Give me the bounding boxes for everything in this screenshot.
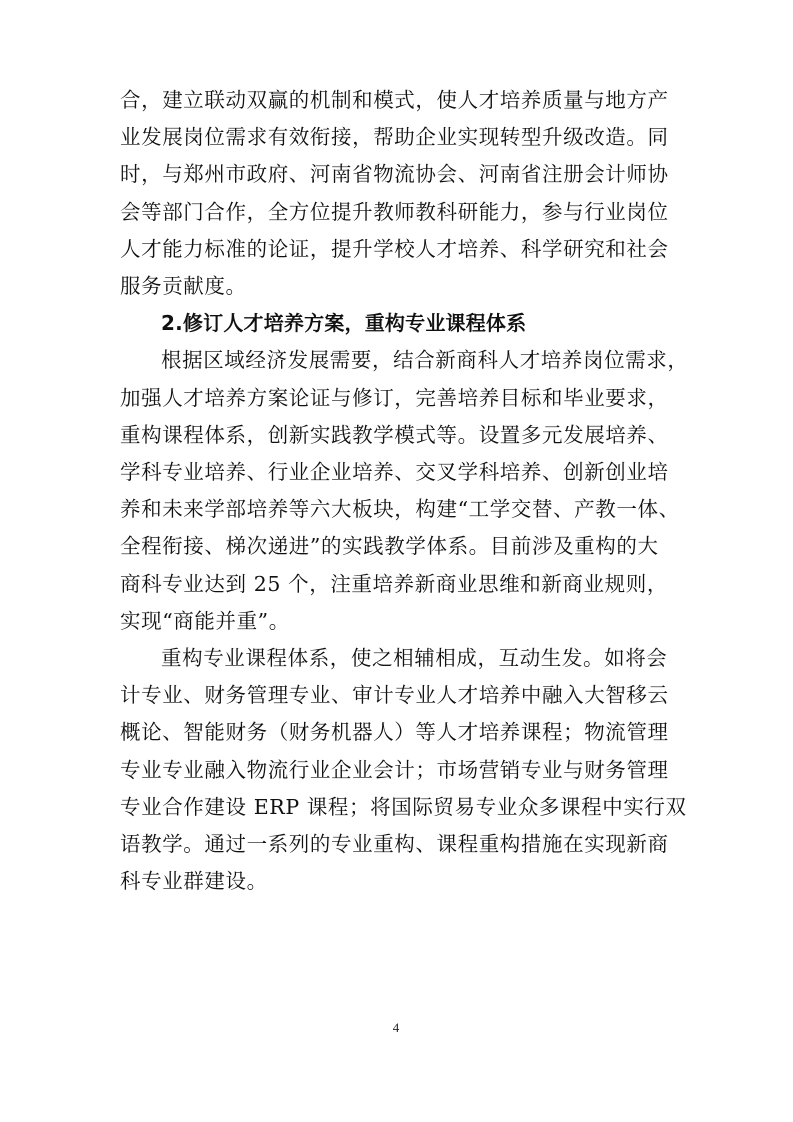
paragraph-1-line-1: 合，建立联动双赢的机制和模式，使人才培养质量与地方产 bbox=[120, 88, 669, 112]
page-number: 4 bbox=[392, 1020, 400, 1035]
paragraph-2-line-3: 重构课程体系，创新实践教学模式等。设置多元发展培养、 bbox=[120, 423, 669, 447]
paragraph-1-line-2: 业发展岗位需求有效衔接，帮助企业实现转型升级改造。同 bbox=[120, 125, 669, 149]
paragraph-1-line-4: 会等部门合作，全方位提升教师教科研能力，参与行业岗位 bbox=[120, 200, 669, 224]
paragraph-1-line-3: 时，与郑州市政府、河南省物流协会、河南省注册会计师协 bbox=[120, 162, 669, 186]
paragraph-2-line-5: 养和未来学部培养等六大板块，构建“工学交替、产教一体、 bbox=[120, 497, 680, 521]
paragraph-3-line-3: 概论、智能财务（财务机器人）等人才培养课程；物流管理 bbox=[120, 720, 669, 744]
paragraph-2-line-8: 实现“商能并重”。 bbox=[120, 609, 290, 633]
paragraph-3-line-5: 专业合作建设 ERP 课程；将国际贸易专业众多课程中实行双 bbox=[120, 795, 687, 819]
paragraph-3-line-4: 专业专业融入物流行业企业会计；市场营销专业与财务管理 bbox=[120, 758, 669, 782]
paragraph-2-line-7: 商科专业达到 25 个，注重培养新商业思维和新商业规则， bbox=[120, 572, 668, 596]
paragraph-1-line-5: 人才能力标准的论证，提升学校人才培养、科学研究和社会 bbox=[120, 237, 669, 261]
paragraph-3-line-6: 语教学。通过一系列的专业重构、课程重构措施在实现新商 bbox=[120, 832, 669, 856]
paragraph-1-line-6: 服务贡献度。 bbox=[120, 274, 247, 298]
paragraph-3-line-7: 科专业群建设。 bbox=[120, 869, 268, 893]
paragraph-2-line-1: 根据区域经济发展需要，结合新商科人才培养岗位需求， bbox=[161, 348, 689, 372]
paragraph-2-line-2: 加强人才培养方案论证与修订，完善培养目标和毕业要求， bbox=[120, 386, 669, 410]
section-heading: 2.修订人才培养方案，重构专业课程体系 bbox=[161, 311, 527, 335]
paragraph-3-line-1: 重构专业课程体系，使之相辅相成，互动生发。如将会 bbox=[161, 646, 668, 670]
paragraph-2-line-6: 全程衔接、梯次递进”的实践教学体系。目前涉及重构的大 bbox=[120, 534, 659, 558]
paragraph-2-line-4: 学科专业培养、行业企业培养、交叉学科培养、创新创业培 bbox=[120, 460, 669, 484]
paragraph-3-line-2: 计专业、财务管理专业、审计专业人才培养中融入大智移云 bbox=[120, 683, 669, 707]
